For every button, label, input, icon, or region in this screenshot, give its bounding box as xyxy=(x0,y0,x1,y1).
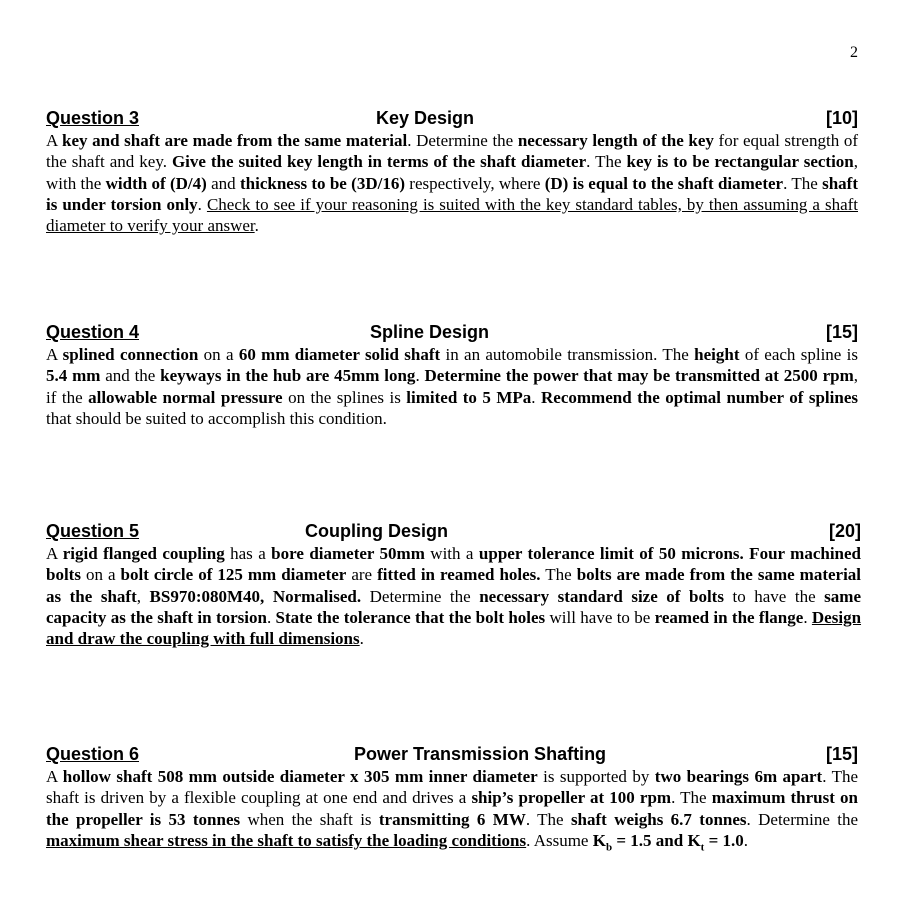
body-text-run: height xyxy=(694,345,740,364)
question-header xyxy=(46,744,858,766)
body-text-run: , if the xyxy=(46,366,858,407)
body-text-run: A xyxy=(46,544,63,563)
body-text-run: . xyxy=(803,607,812,627)
body-text-run: transmitting 6 MW xyxy=(378,809,526,829)
body-text-run: . xyxy=(359,629,364,649)
body-text-run: is supported by xyxy=(537,767,655,786)
body-text-run: when the shaft is xyxy=(240,809,379,829)
body-text-run: on the splines is xyxy=(282,387,407,407)
body-text-run: are xyxy=(346,565,378,585)
body-text-run: keyways in the hub are 45mm long xyxy=(160,366,416,386)
question-title: Spline Design xyxy=(370,322,490,342)
body-text-run: width of (D/4) xyxy=(105,173,207,193)
question-header xyxy=(46,521,861,543)
body-text-run: allowable normal pressure xyxy=(88,387,283,407)
body-text-run: will have to be xyxy=(545,607,655,627)
body-text-run: with a xyxy=(424,544,479,563)
body-text-run: of each spline is xyxy=(739,345,859,364)
question-title: Coupling Design xyxy=(305,521,448,541)
body-text-run: . The xyxy=(783,173,823,193)
body-text-run: Design and draw the coupling with full dimensions xyxy=(46,607,862,649)
question-marks: [10] xyxy=(825,108,858,128)
body-text-run: 5.4 mm xyxy=(46,366,101,386)
body-text-run: bolts are made from the same material as the shaft xyxy=(46,565,862,606)
question-5 xyxy=(46,521,861,649)
question-number: Question 6 xyxy=(46,744,140,764)
page-number: 2 xyxy=(850,44,858,61)
question-number: Question 5 xyxy=(46,521,140,541)
body-text-run: to have the xyxy=(723,586,825,606)
body-text-run: . xyxy=(531,387,542,407)
question-header xyxy=(46,108,858,130)
question-number: Question 4 xyxy=(46,322,140,342)
body-text-run: on a xyxy=(80,565,121,585)
body-text-run: two bearings 6m apart xyxy=(654,767,823,786)
body-text-run: . xyxy=(197,194,207,214)
body-text-run: reamed in the flange xyxy=(654,607,804,627)
question-4 xyxy=(46,322,858,429)
body-text-run: shaft weighs 6.7 tonnes xyxy=(570,809,747,829)
question-marks: [15] xyxy=(825,322,858,342)
body-text-run: rigid flanged coupling xyxy=(62,544,225,563)
body-text-run: , with the xyxy=(46,152,858,193)
body-text-run: . Determine the xyxy=(407,131,518,150)
body-text-run: hollow shaft 508 mm outside diameter x 305 mm inner diameter xyxy=(62,767,538,786)
body-text-run: key is to be rectangular section xyxy=(626,152,854,172)
body-text-run: on a xyxy=(198,345,239,364)
body-text-run: same capacity as the shaft in torsion xyxy=(46,586,861,627)
body-text-run: in an automobile transmission. The xyxy=(440,345,695,364)
body-text-run: Check to see if your reasoning is suited with the key standard tables, by then assuming a shaft diameter to verify your answer xyxy=(46,194,859,236)
body-text-run: limited to 5 MPa xyxy=(406,387,532,407)
body-text-run: . xyxy=(415,366,425,386)
question-body xyxy=(46,344,858,429)
body-text-run: upper tolerance limit of 50 microns. Four machined bolts xyxy=(46,544,862,585)
body-text-run: A xyxy=(46,131,62,150)
body-text-run: and xyxy=(206,173,240,193)
body-text-run: necessary standard size of bolts xyxy=(479,586,724,606)
body-text-run: = 1.0 xyxy=(704,830,744,850)
body-text-run: maximum thrust on the propeller is 53 tonnes xyxy=(46,788,858,829)
body-text-run: . Assume xyxy=(526,830,593,850)
question-marks: [15] xyxy=(825,744,858,764)
body-text-run: maximum shear stress in the shaft to satisfy the loading conditions xyxy=(46,830,527,850)
body-text-run: shaft is under torsion only xyxy=(46,173,858,214)
question-header xyxy=(46,322,858,344)
body-text-run: has a xyxy=(224,544,272,563)
question-body xyxy=(46,543,861,649)
body-text-run: A xyxy=(46,767,63,786)
body-text-run: The xyxy=(540,565,577,585)
body-text-run: for equal strength of the shaft and key. xyxy=(46,131,858,172)
body-text-run: . The xyxy=(586,152,627,172)
body-text-run: 60 mm diameter solid shaft xyxy=(238,345,441,364)
body-text-run: State the tolerance that the bolt holes xyxy=(275,607,546,627)
body-text-run: bore diameter 50mm xyxy=(271,544,425,563)
body-text-run: . The xyxy=(671,788,712,808)
body-text-run: K xyxy=(592,830,606,850)
body-text-run: . xyxy=(254,216,259,236)
body-text-run: . xyxy=(743,830,749,850)
question-body xyxy=(46,130,858,236)
body-text-run: Determine the power that may be transmitted at 2500 rpm xyxy=(424,366,854,386)
body-text-run: A xyxy=(46,345,63,364)
body-text-run: . xyxy=(266,607,276,627)
question-title: Power Transmission Shafting xyxy=(354,744,607,764)
body-text-run: splined connection xyxy=(62,345,199,364)
body-text-run: Give the suited key length in terms of the shaft diameter xyxy=(171,152,587,172)
question-body xyxy=(46,766,858,859)
body-text-run: t xyxy=(700,841,705,854)
body-text-run: BS970:080M40, Normalised. xyxy=(149,586,362,606)
body-text-run: fitted in reamed holes. xyxy=(377,565,541,585)
question-number: Question 3 xyxy=(46,108,140,128)
body-text-run: respectively, where xyxy=(404,173,545,193)
body-text-run: bolt circle of 125 mm diameter xyxy=(120,565,347,585)
body-text-run: Determine the xyxy=(361,586,480,606)
body-text-run: and the xyxy=(100,366,161,386)
body-text-run: . The shaft is driven by a flexible coupling at one end and drives a xyxy=(46,767,859,808)
question-6 xyxy=(46,744,858,859)
body-text-run: , xyxy=(136,586,150,606)
body-text-run: Recommend the optimal number of splines xyxy=(541,387,858,407)
body-text-run: that should be suited to accomplish this condition. xyxy=(46,408,387,428)
body-text-run: is equal to the shaft diameter xyxy=(572,173,784,193)
body-text-run: thickness to be (3D/16) xyxy=(239,173,405,193)
body-text-run: . The xyxy=(525,809,571,829)
body-text-run: (D) xyxy=(544,173,569,193)
question-marks: [20] xyxy=(828,521,861,541)
body-text-run: = 1.5 and K xyxy=(612,830,701,850)
body-text-run: necessary length of the key xyxy=(517,131,714,150)
question-title: Key Design xyxy=(376,108,475,128)
body-text-run: . Determine the xyxy=(746,809,859,829)
body-text-run: ship’s propeller at 100 rpm xyxy=(471,788,672,808)
body-text-run: key and shaft are made from the same material xyxy=(61,131,408,150)
question-3 xyxy=(46,108,858,236)
body-text-run: b xyxy=(605,841,613,854)
